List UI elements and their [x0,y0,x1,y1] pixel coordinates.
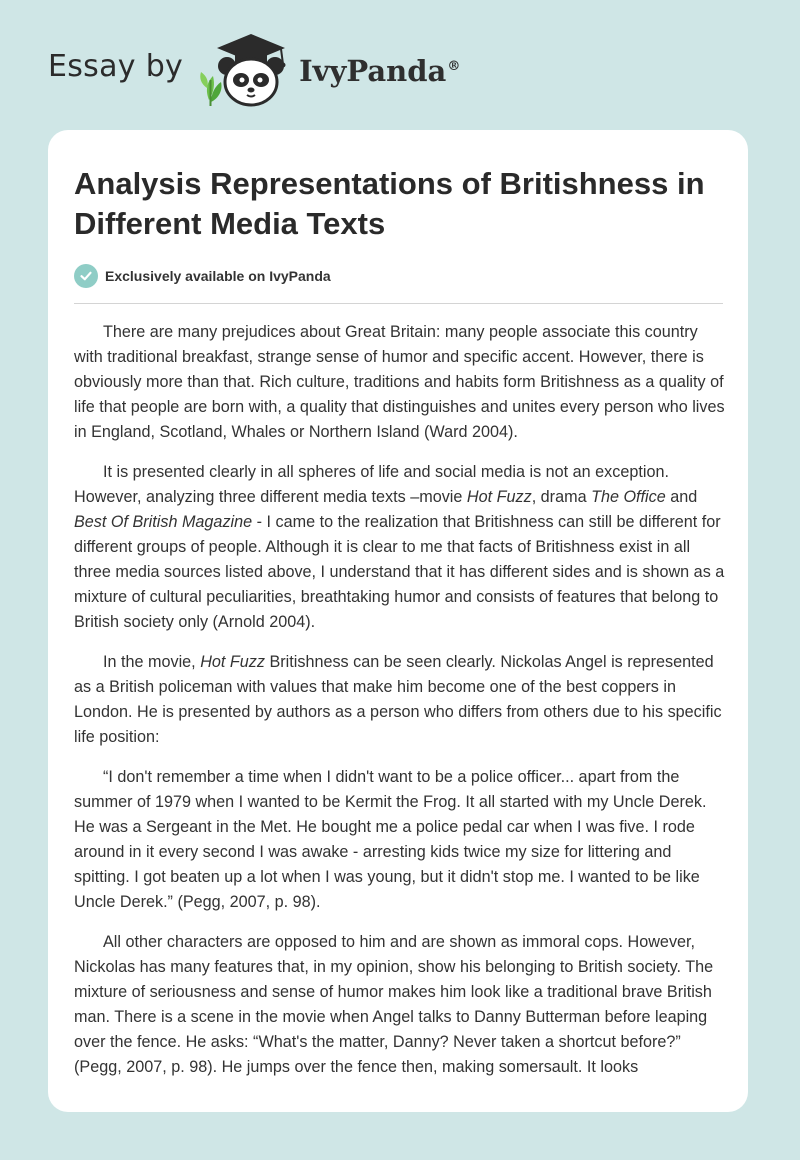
panda-graduate-icon [197,30,293,110]
paragraph-text: , drama [531,488,592,506]
paragraph-text: Britishness can be seen clearly. Nickolas Angel is represented as a British policeman with values that make him become one of the best coppers in London. He is presented by authors as a person who differs from others due to his specific life position: [74,653,722,746]
paragraph-text: It is presented clearly in all spheres of life and social media is not an exception. However, analyzing three different media texts –movie [74,463,669,506]
exclusive-badge [74,264,331,288]
registered-mark: ® [447,59,461,75]
article-paragraph [74,460,726,635]
article-paragraph [74,765,726,915]
italic-title-text: The Office [591,488,666,506]
italic-title-text: Hot Fuzz [200,653,265,671]
paragraph-text: All other characters are opposed to him and are shown as immoral cops. However, Nickolas has many features that, in my opinion, show his belonging to British society. The mixture of seriousness and sense of humor makes him look like a traditional brave British man. There is a scene in the movie when Angel talks to Danny Butterman before leaping over the fence. He asks: “What's the matter, Danny? Never taken a shortcut before?” (Pegg, 2007, p. 98). He jumps over the fence then, making somersault. It looks [74,933,714,1076]
article-body [74,320,726,1095]
brand-name [299,54,460,88]
essay-by-label: Essay by [48,48,184,84]
italic-title-text: Best Of British Magazine [74,513,253,531]
check-mark-glyph [79,269,93,283]
italic-title-text: Hot Fuzz [466,488,532,506]
site-header [48,30,460,110]
check-icon [74,264,98,288]
article-paragraph [74,930,726,1080]
article-paragraph [74,320,726,445]
article-card [48,130,748,1112]
paragraph-text: “I don't remember a time when I didn't want to be a police officer... apart from the summer of 1979 when I wanted to be Kermit the Frog. It all started with my Uncle Derek. He was a Sergeant in the Met. He bought me a police pedal car when I was five. I rode around in it every second I was awake - arresting kids twice my size for littering and spitting. I got beaten up a lot when I was young, but it didn't stop me. I wanted to be like Uncle Derek.” (Pegg, 2007, p. 98). [74,768,707,911]
paragraph-text: - I came to the realization that Britishness can still be different for different groups of people. Although it is clear to me that facts of Britishness exist in all three media sources listed above, I understand that it has different sides and is shown as a mixture of cultural peculiarities, breathtaking humor and consists of features that belong to British society only (Arnold 2004). [74,513,725,631]
brand-name-text: IvyPanda [299,54,447,88]
article-paragraph [74,650,726,750]
paragraph-text: In the movie, [103,653,201,671]
exclusive-label: Exclusively available on IvyPanda [105,268,331,284]
paragraph-text: There are many prejudices about Great Britain: many people associate this country with traditional breakfast, strange sense of humor and specific accent. However, there is obviously more than that. Rich culture, traditions and habits form Britishness as a quality of life that people are born with, a quality that distinguishes and unites every person who lives in England, Scotland, Whales or Northern Island (Ward 2004). [74,323,725,441]
title-divider [74,303,723,304]
article-title: Analysis Representations of Britishness in Different Media Texts [74,166,705,241]
paragraph-text: and [665,488,698,506]
